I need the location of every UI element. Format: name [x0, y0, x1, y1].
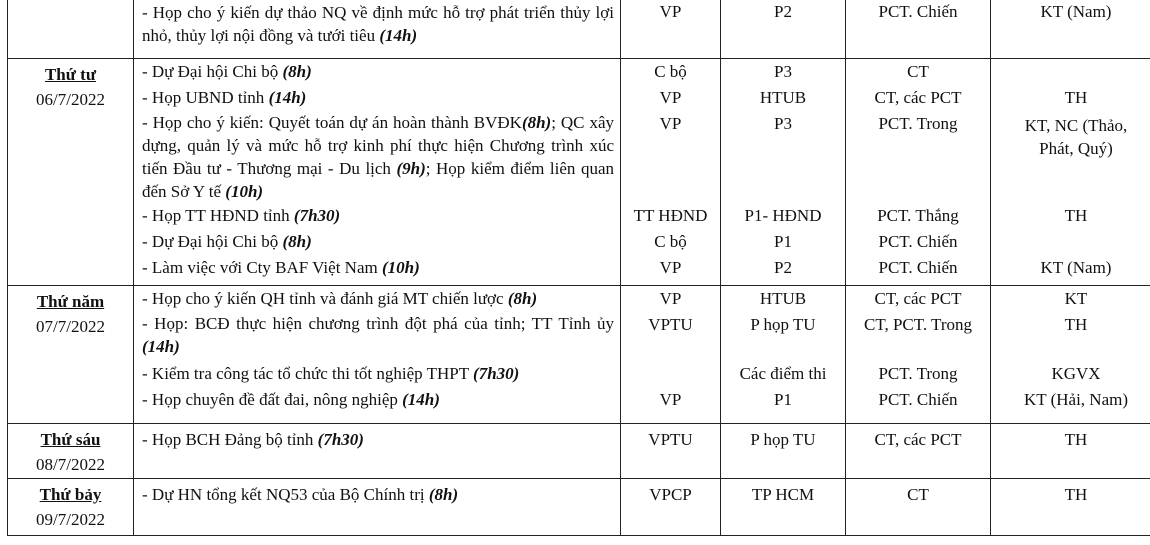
prep-value: KT — [1064, 289, 1088, 308]
place-value: P2 — [774, 258, 792, 277]
lead-value: PCT. Chiến — [878, 232, 958, 251]
prep-value: TH — [1064, 485, 1088, 504]
item-text: ; Họp kiểm điểm liên quan đến Sở Y tế — [142, 159, 614, 201]
item-time: (8h) — [282, 232, 312, 251]
prep-value: KT (Hải, Nam) — [1023, 390, 1129, 409]
lead-value: PCT. Chiến — [878, 390, 958, 409]
host-cell — [621, 0, 721, 59]
day-cell — [8, 424, 134, 479]
lead-value: PCT. Trong — [878, 114, 958, 133]
lead-cell — [846, 59, 991, 286]
place-value: P họp TU — [750, 315, 816, 334]
table-row — [8, 286, 1150, 424]
lead-value: PCT. Trong — [878, 364, 958, 383]
lead-value: CT, PCT. Trong — [863, 315, 973, 334]
item-time: (8h) — [282, 62, 312, 81]
item-text: - Họp cho ý kiến dự thảo NQ về định mức hỗ trợ phát triển thủy lợi nhỏ, thủy lợi nội đồng và tưới tiêu — [142, 3, 614, 45]
list-item — [142, 312, 614, 361]
host-value: VPCP — [649, 485, 692, 504]
item-text: - Dự HN tổng kết NQ53 của Bộ Chính trị — [142, 485, 425, 504]
host-cell — [621, 59, 721, 286]
lead-cell — [846, 286, 991, 424]
place-cell — [721, 286, 846, 424]
place-cell — [721, 424, 846, 479]
host-value: C bộ — [654, 232, 687, 251]
host-value: C bộ — [654, 62, 687, 81]
item-text: - Dự Đại hội Chi bộ — [142, 62, 279, 81]
day-name: Thứ năm — [36, 292, 105, 311]
prep-value: KT (Nam) — [1040, 2, 1112, 21]
place-value: P1- HĐND — [744, 206, 822, 225]
prep-value: KT, NC (Thảo, Phát, Quý) — [1024, 116, 1128, 158]
place-cell — [721, 59, 846, 286]
list-item — [142, 229, 614, 255]
prep-cell — [991, 479, 1150, 536]
day-cell — [8, 479, 134, 536]
prep-cell — [991, 286, 1150, 424]
place-value: HTUB — [759, 88, 807, 107]
lead-value: CT — [907, 485, 929, 504]
prep-value — [991, 59, 1150, 85]
item-text: - Họp chuyên đề đất đai, nông nghiệp — [142, 390, 398, 409]
content-cell — [134, 0, 621, 59]
lead-value: PCT. Thắng — [877, 206, 959, 225]
item-text: ; QC xây dựng, quản lý và mức hỗ trợ kinh phí thực hiện Chương trình xúc tiến Đầu tư - Thương mại - Du lịch — [142, 113, 614, 178]
list-item — [142, 427, 614, 453]
lead-cell — [846, 479, 991, 536]
list-item — [142, 482, 614, 508]
item-time: (10h) — [381, 258, 420, 277]
prep-value: KT (Nam) — [1040, 258, 1112, 277]
host-value: VP — [659, 258, 682, 277]
lead-value: CT, các PCT — [874, 289, 962, 308]
prep-value — [991, 229, 1150, 255]
table-row — [8, 59, 1150, 286]
day-date: 06/7/2022 — [36, 90, 105, 109]
place-cell — [721, 0, 846, 59]
day-date: 08/7/2022 — [36, 455, 105, 474]
schedule-table — [7, 0, 1150, 536]
lead-value: CT, các PCT — [874, 430, 962, 449]
item-text: - Họp cho ý kiến QH tỉnh và đánh giá MT chiến lược — [142, 289, 504, 308]
day-name: Thứ bảy — [39, 485, 102, 504]
item-time: (9h) — [396, 159, 426, 178]
lead-value: PCT. Chiến — [878, 258, 958, 277]
table-row — [8, 479, 1150, 536]
item-text: - Họp: BCĐ thực hiện chương trình đột phá của tỉnh; TT Tỉnh ủy — [142, 314, 614, 333]
host-value: VPTU — [648, 430, 693, 449]
day-name: Thứ tư — [44, 65, 97, 84]
item-time: (10h) — [225, 182, 264, 201]
item-time: (14h) — [268, 88, 307, 107]
place-value: TP HCM — [751, 485, 815, 504]
list-item — [142, 286, 614, 312]
prep-value: TH — [1064, 315, 1088, 334]
place-cell — [721, 479, 846, 536]
host-value: TT HĐND — [633, 206, 708, 225]
day-cell — [8, 59, 134, 286]
content-cell — [134, 286, 621, 424]
list-item — [142, 361, 614, 387]
host-value: VPTU — [648, 315, 693, 334]
place-value: P họp TU — [750, 430, 816, 449]
place-value: P2 — [774, 2, 792, 21]
prep-value: TH — [1064, 88, 1088, 107]
host-value — [621, 361, 720, 387]
item-text: - Họp UBND tỉnh — [142, 88, 265, 107]
host-cell — [621, 479, 721, 536]
host-value: VP — [659, 88, 682, 107]
item-text: - Họp TT HĐND tỉnh — [142, 206, 290, 225]
item-time: (14h) — [142, 337, 180, 356]
item-text: - Họp BCH Đảng bộ tỉnh — [142, 430, 314, 449]
host-value: VP — [659, 114, 682, 133]
item-time: (8h) — [521, 113, 552, 132]
day-date: 09/7/2022 — [36, 510, 105, 529]
host-value: VP — [659, 390, 682, 409]
prep-value: TH — [1064, 206, 1088, 225]
list-item — [142, 0, 614, 47]
item-text: - Dự Đại hội Chi bộ — [142, 232, 279, 251]
item-time: (7h30) — [473, 364, 520, 383]
content-cell — [134, 59, 621, 286]
list-item — [142, 255, 614, 281]
host-value: VP — [659, 2, 682, 21]
place-value: HTUB — [759, 289, 807, 308]
item-text: - Làm việc với Cty BAF Việt Nam — [142, 258, 378, 277]
place-value: Các điểm thi — [739, 364, 827, 383]
item-time: (8h) — [428, 485, 459, 504]
content-cell — [134, 479, 621, 536]
host-value: VP — [659, 289, 682, 308]
item-time: (8h) — [507, 289, 538, 308]
list-item — [142, 111, 614, 203]
lead-value: CT — [907, 62, 929, 81]
day-cell — [8, 0, 134, 59]
table-row — [8, 0, 1150, 59]
host-cell — [621, 424, 721, 479]
prep-cell — [991, 59, 1150, 286]
place-value: P3 — [774, 62, 792, 81]
place-value: P3 — [774, 114, 792, 133]
lead-cell — [846, 0, 991, 59]
table-row — [8, 424, 1150, 479]
list-item — [142, 203, 614, 229]
prep-cell — [991, 424, 1150, 479]
list-item — [142, 85, 614, 111]
content-cell — [134, 424, 621, 479]
prep-value: TH — [1064, 430, 1088, 449]
place-value: P1 — [774, 390, 792, 409]
day-date: 07/7/2022 — [36, 317, 105, 336]
day-name: Thứ sáu — [40, 430, 101, 449]
place-value: P1 — [774, 232, 792, 251]
item-time: (7h30) — [317, 430, 364, 449]
day-cell — [8, 286, 134, 424]
item-text: - Kiểm tra công tác tổ chức thi tốt nghiệp THPT — [142, 364, 469, 383]
item-text: - Họp cho ý kiến: Quyết toán dự án hoàn thành BVĐK — [142, 113, 522, 132]
lead-cell — [846, 424, 991, 479]
prep-value: KGVX — [1051, 364, 1101, 383]
lead-value: PCT. Chiến — [878, 2, 958, 21]
item-time: (14h) — [402, 390, 440, 409]
prep-cell — [991, 0, 1150, 59]
list-item — [142, 387, 614, 413]
item-time: (7h30) — [293, 206, 341, 225]
host-cell — [621, 286, 721, 424]
item-time: (14h) — [379, 26, 418, 45]
lead-value: CT, các PCT — [874, 88, 962, 107]
list-item — [142, 59, 614, 85]
